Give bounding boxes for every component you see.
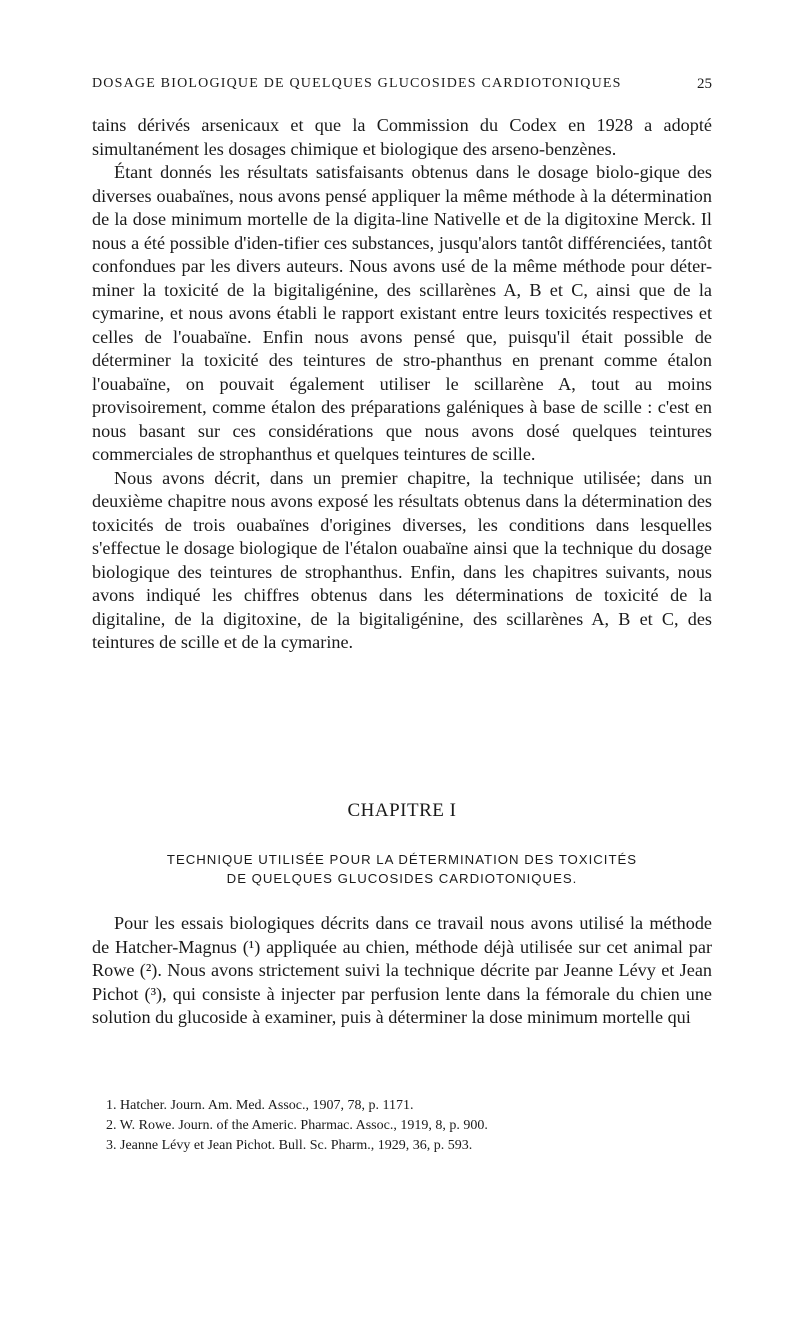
chapter-text: [92, 912, 712, 1030]
footnote-2: 2. W. Rowe. Journ. of the Americ. Pharmac. Assoc., 1919, 8, p. 900.: [106, 1118, 488, 1133]
page-number: 25: [697, 76, 712, 92]
paragraph-1: tains dérivés arsenicaux et que la Commission du Codex en 1928 a adopté simultanément les dosages chimique et biologique des arseno-benzènes.: [92, 115, 712, 159]
introduction-text: [92, 114, 712, 655]
paragraph-2: Étant donnés les résultats satisfaisants obtenus dans le dosage biolo-gique des diverses ouabaïnes, nous avons pensé appliquer la même méthode à la détermination de la dose minimum mortelle de la digita-line Nativelle et de la digitoxine Merck. Il nous a été possible d'iden-tifier ces substances, jusqu'alors tantôt différenciées, tantôt confondues par les divers auteurs. Nous avons usé de la même méthode pour déter-miner la toxicité de la bigitaligénine, des scillarènes A, B et C, ainsi que de la cymarine, et nous avons établi le rapport existant entre leurs toxicités respectives et celles de l'ouabaïne. Enfin nous avons pensé que, puisqu'il était possible de déterminer la toxicité des teintures de stro-phanthus en prenant comme étalon l'ouabaïne, on pouvait également utiliser le scillarène A, tout au moins provisoirement, comme étalon des préparations galéniques à base de scille : c'est en nous basant sur ces considérations que nous avons dosé quelques teintures commerciales de strophanthus et quelques teintures de scille.: [92, 162, 712, 464]
running-head: DOSAGE BIOLOGIQUE DE QUELQUES GLUCOSIDES CARDIOTONIQUES: [92, 76, 622, 91]
footnote-1: 1. Hatcher. Journ. Am. Med. Assoc., 1907, 78, p. 1171.: [106, 1098, 414, 1113]
chapter-title: CHAPITRE I: [347, 800, 457, 821]
chapter-paragraph-1: Pour les essais biologiques décrits dans ce travail nous avons utilisé la méthode de Hatcher-Magnus (¹) appliquée au chien, méthode déjà utilisée sur cet animal par Rowe (²). Nous avons strictement suivi la technique décrite par Jeanne Lévy et Jean Pichot (³), qui consiste à injecter par perfusion lente dans la fémorale du chien une solution du glucoside à examiner, puis à déterminer la dose minimum mortelle qui: [92, 913, 712, 1027]
chapter-subtitle-line-1: TECHNIQUE UTILISÉE POUR LA DÉTERMINATION DES TOXICITÉS: [166, 852, 638, 867]
footnote-3: 3. Jeanne Lévy et Jean Pichot. Bull. Sc. Pharm., 1929, 36, p. 593.: [106, 1138, 473, 1153]
chapter-subtitle: [92, 850, 712, 888]
footnotes: [106, 1096, 712, 1156]
paragraph-3: Nous avons décrit, dans un premier chapitre, la technique utilisée; dans un deuxième chapitre nous avons exposé les résultats obtenus dans la détermination des toxicités de trois ouabaïnes d'origines diverses, les conditions dans lesquelles s'effectue le dosage biologique de l'étalon ouabaïne ainsi que la technique du dosage biologique des teintures de strophanthus. Enfin, dans les chapitres suivants, nous avons indiqué les chiffres obtenus dans les déterminations de toxicité de la digitaline, de la digitoxine, de la bigitaligénine, des scillarènes A, B et C, des teintures de scille et de la cymarine.: [92, 467, 712, 652]
chapter-subtitle-line-2: DE QUELQUES GLUCOSIDES CARDIOTONIQUES.: [226, 871, 578, 886]
